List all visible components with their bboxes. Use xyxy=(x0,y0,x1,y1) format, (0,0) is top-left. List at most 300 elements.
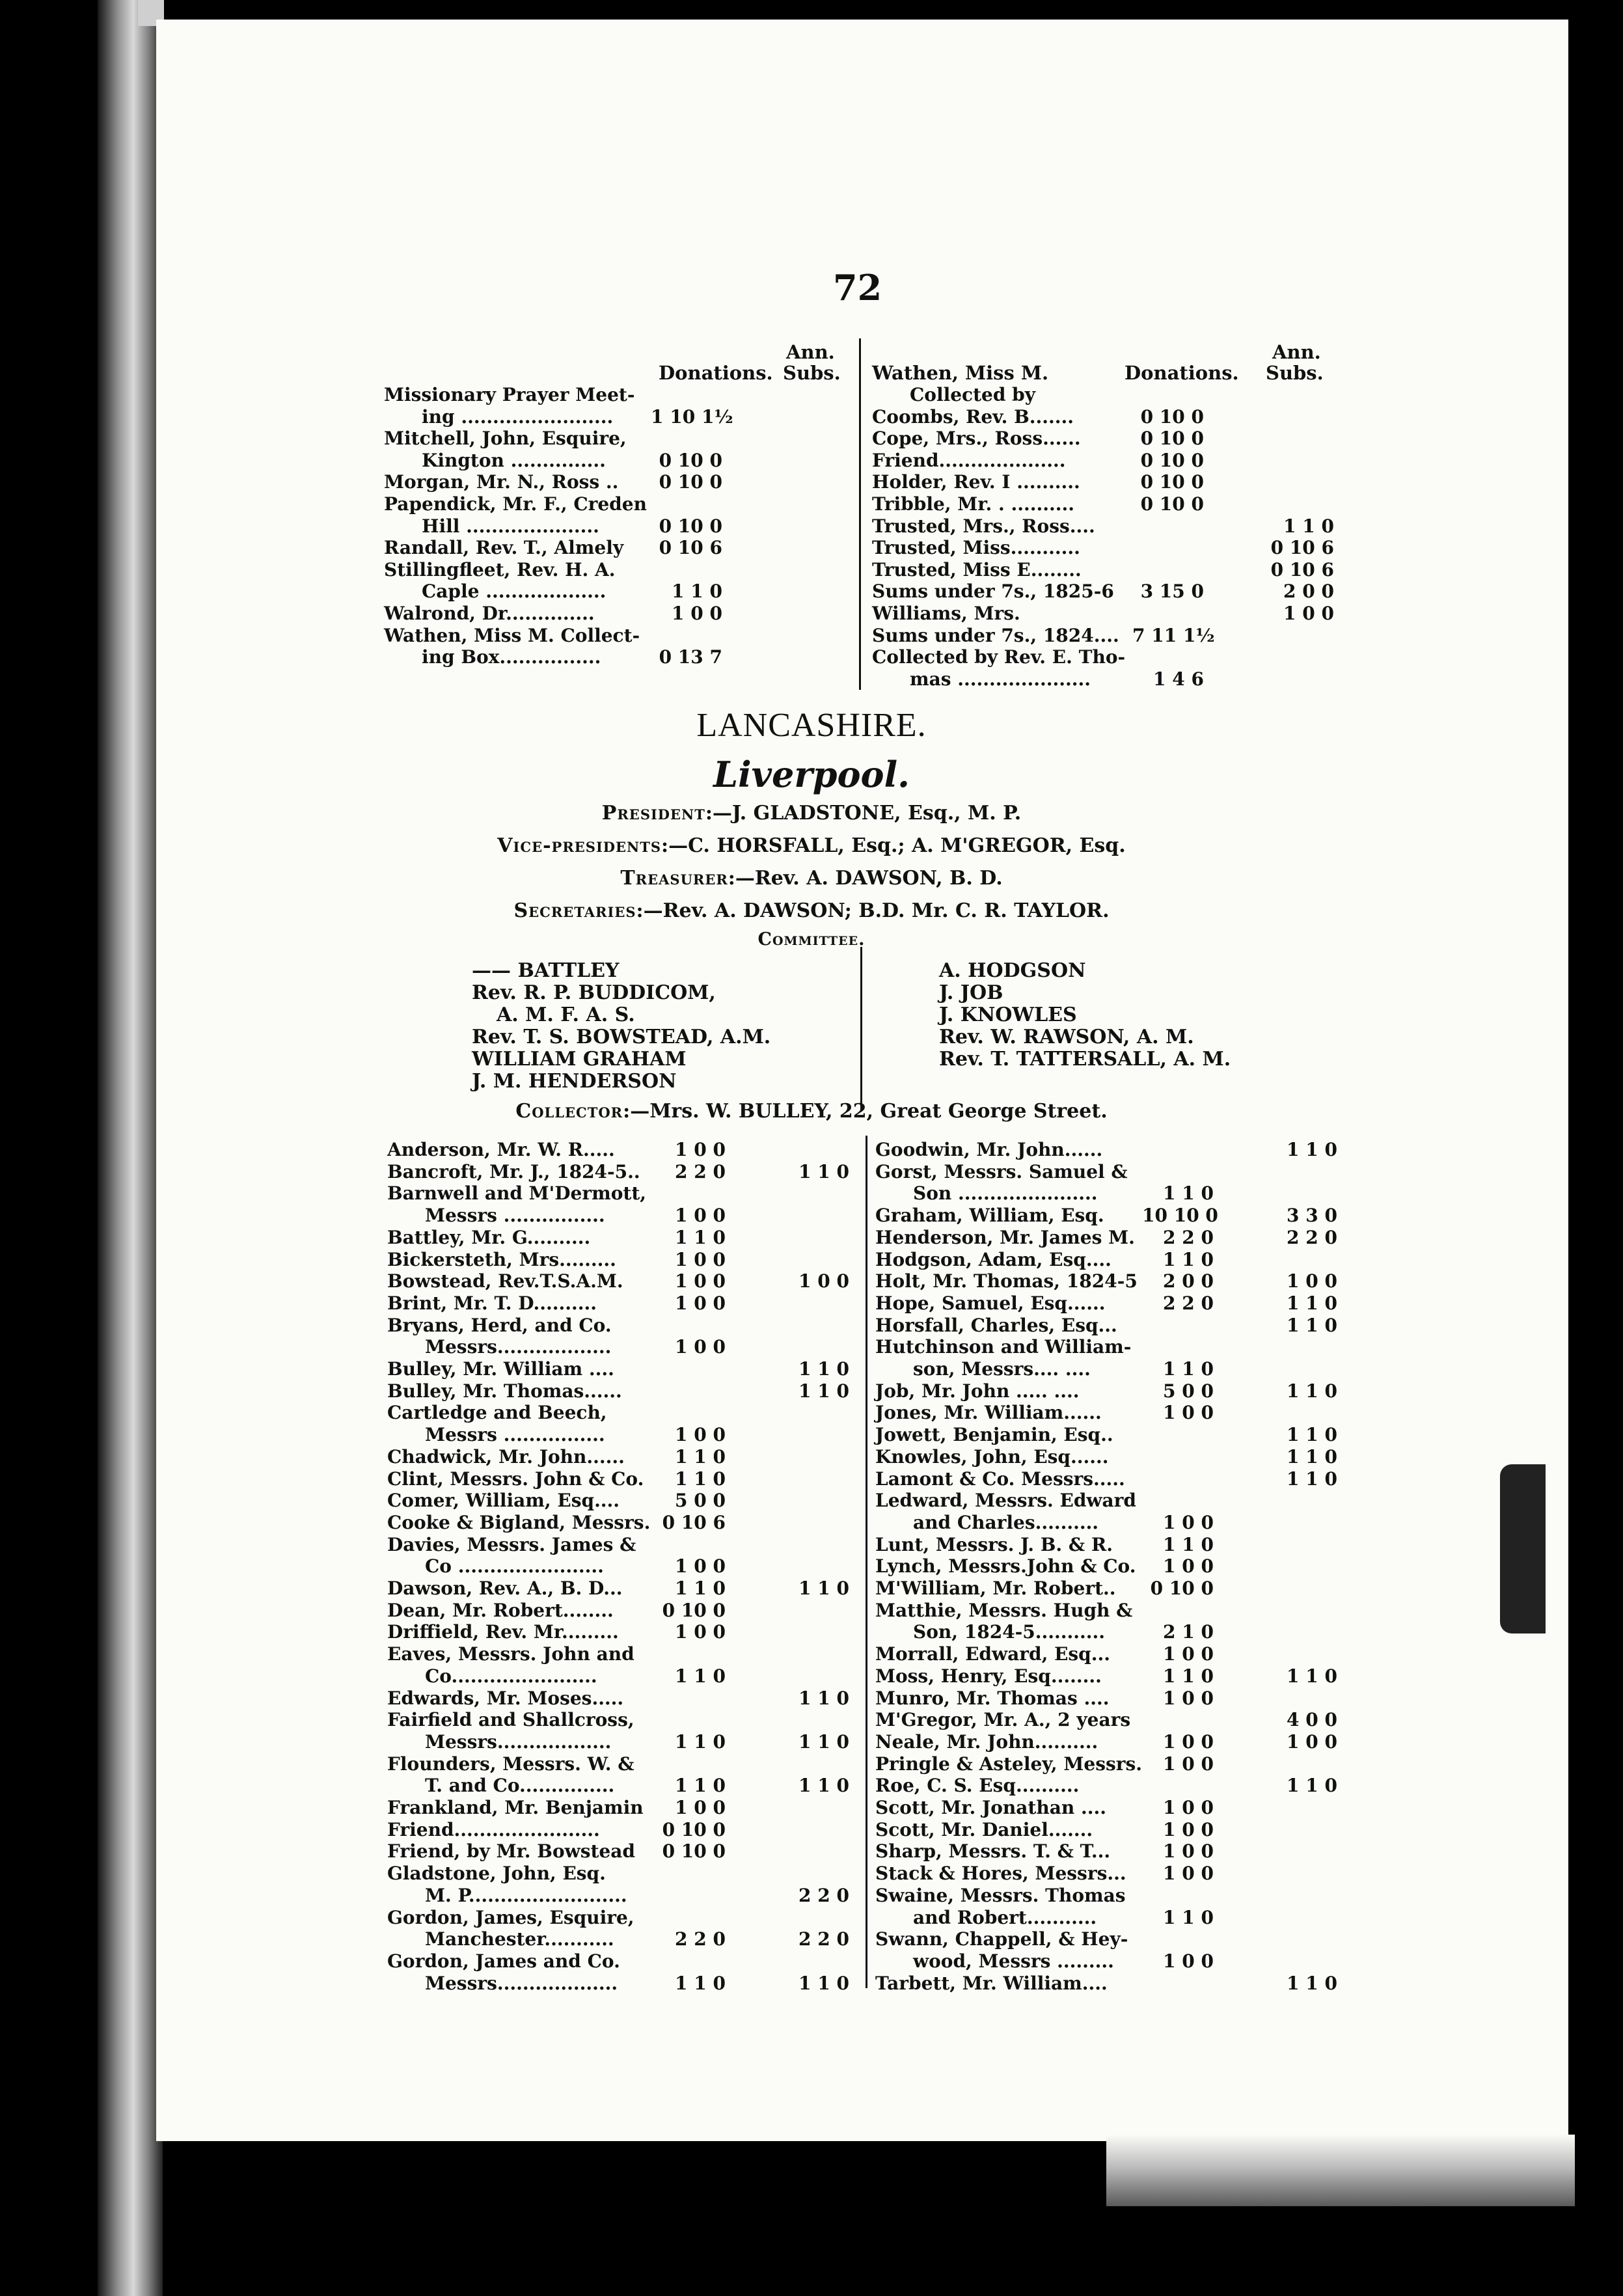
donation-amount: 1 0 0 xyxy=(675,1621,726,1643)
entry-name: Pringle & Asteley, Messrs. xyxy=(875,1753,1142,1775)
list-item xyxy=(875,1270,1360,1292)
entry-name: Cooke & Bigland, Messrs. xyxy=(387,1511,651,1533)
donation-amount: 1 1 0 xyxy=(1163,1665,1214,1687)
entry-name: Williams, Mrs. xyxy=(872,603,1020,624)
list-item xyxy=(387,1863,859,1885)
officer-name: :—C. HORSFALL, Esq.; A. M'GREGOR, Esq. xyxy=(661,834,1126,857)
officer-line xyxy=(0,899,1623,922)
list-item xyxy=(872,384,1354,406)
entry-name: Lynch, Messrs.John & Co. xyxy=(875,1555,1136,1578)
entry-name: Morgan, Mr. N., Ross .. xyxy=(384,471,619,493)
list-item xyxy=(387,1139,859,1161)
subscription-amount: 4 0 0 xyxy=(1287,1709,1337,1731)
list-item xyxy=(875,1863,1360,1885)
entry-name: Stack & Hores, Messrs... xyxy=(875,1863,1126,1885)
entry-name: Job, Mr. John ..... .... xyxy=(875,1380,1080,1402)
entry-name: wood, Messrs ......... xyxy=(913,1950,1114,1972)
list-item xyxy=(875,1446,1360,1468)
donation-amount: 0 10 0 xyxy=(1150,1578,1214,1599)
donation-amount: 2 2 0 xyxy=(1163,1226,1214,1248)
list-item xyxy=(387,1270,859,1292)
entry-name: Caple ................... xyxy=(422,581,607,603)
entry-name: Gorst, Messrs. Samuel & xyxy=(875,1160,1128,1182)
list-item xyxy=(875,1534,1360,1556)
entry-name: M'Gregor, Mr. A., 2 years xyxy=(875,1709,1131,1731)
entry-name: Horsfall, Charles, Esq... xyxy=(875,1314,1117,1336)
subs-header-l1-right: Ann. xyxy=(1272,341,1321,363)
list-item xyxy=(387,1665,859,1688)
donation-amount: 1 0 0 xyxy=(675,1292,726,1314)
list-item xyxy=(387,1600,859,1622)
donation-amount: 1 1 0 xyxy=(1163,1182,1214,1205)
subscription-amount: 2 0 0 xyxy=(1283,581,1334,603)
entry-name: Anderson, Mr. W. R..... xyxy=(387,1139,615,1160)
donation-amount: 1 1 0 xyxy=(675,1468,726,1490)
list-item xyxy=(387,1775,859,1797)
subs-header-l2-right: Subs. xyxy=(1266,362,1324,384)
entry-name: Hill ..................... xyxy=(422,515,599,537)
subscription-amount: 3 3 0 xyxy=(1287,1205,1337,1227)
list-item xyxy=(387,1534,859,1556)
list-item xyxy=(384,646,852,668)
subscription-amount: 1 1 0 xyxy=(1287,1424,1337,1446)
entry-name: Stillingfleet, Rev. H. A. xyxy=(384,558,616,581)
list-item xyxy=(875,1315,1360,1337)
list-item xyxy=(875,1885,1360,1907)
list-item xyxy=(387,1468,859,1490)
entry-name: Ledward, Messrs. Edward xyxy=(875,1490,1136,1512)
entry-name: Battley, Mr. G.......... xyxy=(387,1226,591,1248)
subscription-amount: 1 1 0 xyxy=(798,1775,849,1797)
list-item xyxy=(875,1775,1360,1797)
subscription-amount: 1 1 0 xyxy=(1283,515,1334,537)
subscription-amount: 1 1 0 xyxy=(1287,1468,1337,1490)
list-item xyxy=(872,625,1354,647)
list-column-divider xyxy=(866,1136,867,1988)
committee-member: J. KNOWLES xyxy=(939,1004,1077,1026)
donation-amount: 1 1 0 xyxy=(675,1445,726,1468)
entry-name: Collected by Rev. E. Tho- xyxy=(872,646,1126,668)
list-item xyxy=(384,384,852,406)
list-item xyxy=(875,1139,1360,1161)
entry-name: Dawson, Rev. A., B. D... xyxy=(387,1578,623,1599)
subscription-amount: 1 0 0 xyxy=(1287,1270,1337,1292)
list-item xyxy=(872,406,1354,428)
list-item xyxy=(875,1973,1360,1995)
list-item xyxy=(387,1578,859,1600)
committee-member: A. M. F. A. S. xyxy=(497,1004,635,1026)
list-item xyxy=(875,1819,1360,1841)
list-item xyxy=(387,1840,859,1863)
donation-amount: 10 10 0 xyxy=(1142,1205,1218,1227)
donation-amount: 0 10 0 xyxy=(662,1818,726,1840)
entry-name: Brint, Mr. T. D.......... xyxy=(387,1292,597,1314)
entry-name: Friend.................... xyxy=(872,449,1066,471)
committee-member: Rev. T. S. BOWSTEAD, A.M. xyxy=(472,1026,771,1048)
entry-name: Collected by xyxy=(910,384,1036,405)
list-item xyxy=(384,581,852,603)
donation-amount: 2 2 0 xyxy=(1163,1292,1214,1314)
list-item xyxy=(384,559,852,581)
donation-amount: 1 0 0 xyxy=(1163,1818,1214,1840)
list-item xyxy=(387,1315,859,1337)
donation-amount: 0 10 6 xyxy=(662,1511,726,1533)
donation-amount: 5 0 0 xyxy=(675,1490,726,1512)
entry-name: Bulley, Mr. Thomas...... xyxy=(387,1380,622,1402)
entry-name: Holt, Mr. Thomas, 1824-5 xyxy=(875,1270,1138,1292)
donation-amount: 1 0 0 xyxy=(1163,1950,1214,1972)
page-bottom-edge xyxy=(1106,2135,1575,2206)
entry-name: Gordon, James and Co. xyxy=(387,1950,620,1972)
list-item xyxy=(872,668,1354,690)
list-item xyxy=(872,537,1354,559)
entry-name: and Charles.......... xyxy=(913,1511,1099,1533)
entry-name: Edwards, Mr. Moses..... xyxy=(387,1687,624,1709)
entry-name: Cope, Mrs., Ross...... xyxy=(872,428,1081,450)
entry-name: Swann, Chappell, & Hey- xyxy=(875,1928,1128,1950)
donation-amount: 1 1 0 xyxy=(675,1730,726,1753)
entry-name: T. and Co............... xyxy=(425,1775,615,1797)
page-number: 72 xyxy=(833,267,882,308)
list-item xyxy=(387,1358,859,1380)
entry-name: Sums under 7s., 1824.... xyxy=(872,624,1119,646)
committee-divider xyxy=(860,947,862,1110)
entry-name: Wathen, Miss M. Collect- xyxy=(384,624,640,646)
list-item xyxy=(872,428,1354,450)
list-item xyxy=(387,1643,859,1665)
donation-amount: 0 10 0 xyxy=(659,515,722,537)
entry-name: Roe, C. S. Esq.......... xyxy=(875,1775,1080,1797)
list-item xyxy=(387,1973,859,1995)
top-column-divider xyxy=(859,338,861,690)
committee-member: J. M. HENDERSON xyxy=(472,1070,677,1093)
entry-name: Henderson, Mr. James M. xyxy=(875,1226,1135,1248)
entry-name: Hutchinson and William- xyxy=(875,1336,1132,1358)
donation-amount: 1 0 0 xyxy=(675,1336,726,1358)
donation-amount: 0 10 0 xyxy=(1140,449,1204,471)
donation-amount: 2 2 0 xyxy=(675,1160,726,1182)
entry-name: Gladstone, John, Esq. xyxy=(387,1863,606,1885)
committee-member: Rev. W. RAWSON, A. M. xyxy=(939,1026,1194,1048)
subscription-amount: 1 1 0 xyxy=(798,1687,849,1709)
donation-amount: 1 0 0 xyxy=(1163,1402,1214,1424)
donation-amount: 1 0 0 xyxy=(675,1797,726,1818)
list-item xyxy=(872,515,1354,538)
officer-line xyxy=(0,867,1623,890)
entry-name: Scott, Mr. Jonathan .... xyxy=(875,1797,1106,1818)
list-item xyxy=(387,1928,859,1950)
entry-name: Eaves, Messrs. John and xyxy=(387,1643,634,1665)
donation-amount: 0 10 0 xyxy=(662,1840,726,1863)
list-item xyxy=(875,1753,1360,1775)
committee-member: A. HODGSON xyxy=(939,959,1086,982)
entry-name: Messrs................... xyxy=(425,1972,618,1994)
list-item xyxy=(387,1336,859,1358)
subscription-amount: 1 1 0 xyxy=(1287,1314,1337,1336)
entry-name: Tarbett, Mr. William.... xyxy=(875,1972,1108,1994)
donation-amount: 1 0 0 xyxy=(1163,1797,1214,1818)
list-item xyxy=(387,1555,859,1578)
subscription-amount: 1 1 0 xyxy=(798,1972,849,1994)
list-item xyxy=(387,1205,859,1227)
donation-amount: 0 10 0 xyxy=(662,1599,726,1621)
list-item xyxy=(875,1950,1360,1973)
subscription-amount: 0 10 6 xyxy=(1270,558,1334,581)
officer-name: :—J. GLADSTONE, Esq., M. P. xyxy=(705,802,1022,825)
donation-amount: 1 0 0 xyxy=(1163,1840,1214,1863)
list-item xyxy=(872,471,1354,493)
entry-name: Gordon, James, Esquire, xyxy=(387,1906,634,1928)
list-item xyxy=(875,1512,1360,1534)
list-item xyxy=(387,1182,859,1205)
subscription-amount: 1 1 0 xyxy=(1287,1292,1337,1314)
collector-label: Collector xyxy=(515,1100,623,1123)
entry-name: Comer, William, Esq.... xyxy=(387,1490,620,1512)
entry-name: Kington ............... xyxy=(422,449,606,471)
list-item xyxy=(872,646,1354,668)
entry-name: Holder, Rev. I .......... xyxy=(872,471,1080,493)
list-item xyxy=(384,428,852,450)
list-item xyxy=(387,1797,859,1819)
subs-header-l2-left: Subs. xyxy=(783,362,841,384)
entry-name: Trusted, Mrs., Ross.... xyxy=(872,515,1095,537)
entry-name: Lunt, Messrs. J. B. & R. xyxy=(875,1533,1113,1555)
subscription-amount: 1 0 0 xyxy=(1287,1730,1337,1753)
subscription-amount: 1 1 0 xyxy=(798,1730,849,1753)
list-item xyxy=(875,1182,1360,1205)
list-item xyxy=(384,471,852,493)
entry-name: Goodwin, Mr. John...... xyxy=(875,1139,1103,1160)
subscription-amount: 1 1 0 xyxy=(1287,1665,1337,1687)
committee-member: Rev. R. P. BUDDICOM, xyxy=(472,981,716,1004)
donation-amount: 2 0 0 xyxy=(1163,1270,1214,1292)
list-item xyxy=(387,1512,859,1534)
list-item xyxy=(387,1292,859,1315)
entry-name: Knowles, John, Esq...... xyxy=(875,1445,1109,1468)
donation-amount: 1 0 0 xyxy=(675,1248,726,1270)
subscription-amount: 0 10 6 xyxy=(1270,537,1334,559)
list-item xyxy=(387,1380,859,1402)
list-item xyxy=(875,1643,1360,1665)
officer-role: Vice-presidents xyxy=(497,834,661,857)
subscription-amount: 1 1 0 xyxy=(798,1380,849,1402)
entry-name: Trusted, Miss........... xyxy=(872,537,1080,559)
officer-name: :—Rev. A. DAWSON; B.D. Mr. C. R. TAYLOR. xyxy=(636,899,1110,922)
entry-name: Sharp, Messrs. T. & T... xyxy=(875,1840,1111,1863)
entry-name: M'William, Mr. Robert.. xyxy=(875,1578,1116,1599)
collector-value: :—Mrs. W. BULLEY, 22, Great George Street. xyxy=(623,1100,1108,1123)
donation-amount: 0 10 0 xyxy=(1140,428,1204,450)
entry-name: Clint, Messrs. John & Co. xyxy=(387,1468,644,1490)
entry-name: Graham, William, Esq. xyxy=(875,1205,1104,1227)
entry-name: Scott, Mr. Daniel....... xyxy=(875,1818,1093,1840)
committee-member: WILLIAM GRAHAM xyxy=(472,1048,687,1071)
list-item xyxy=(384,406,852,428)
list-item xyxy=(875,1336,1360,1358)
list-item xyxy=(875,1578,1360,1600)
donation-amount: 0 10 0 xyxy=(1140,471,1204,493)
entry-name: Hope, Samuel, Esq...... xyxy=(875,1292,1106,1314)
subscription-amount: 2 2 0 xyxy=(1287,1226,1337,1248)
entry-name: Friend, by Mr. Bowstead xyxy=(387,1840,635,1863)
list-item xyxy=(875,1907,1360,1929)
entry-name: Munro, Mr. Thomas .... xyxy=(875,1687,1110,1709)
entry-name: M. P......................... xyxy=(425,1884,627,1906)
subscription-amount: 1 0 0 xyxy=(1283,603,1334,624)
entry-name: Moss, Henry, Esq........ xyxy=(875,1665,1102,1687)
list-item xyxy=(875,1205,1360,1227)
list-item xyxy=(875,1797,1360,1819)
entry-name: Chadwick, Mr. John...... xyxy=(387,1445,625,1468)
list-item xyxy=(875,1249,1360,1271)
list-item xyxy=(387,1907,859,1929)
list-item xyxy=(387,1819,859,1841)
list-item xyxy=(875,1227,1360,1249)
donation-amount: 0 10 6 xyxy=(659,537,722,559)
subscription-amount: 2 2 0 xyxy=(798,1928,849,1950)
list-item xyxy=(875,1621,1360,1643)
list-item xyxy=(384,603,852,625)
list-item xyxy=(387,1885,859,1907)
donation-amount: 0 10 0 xyxy=(659,449,722,471)
donation-amount: 1 4 6 xyxy=(1153,668,1204,690)
subscription-amount: 1 1 0 xyxy=(798,1358,849,1380)
entry-name: Jowett, Benjamin, Esq.. xyxy=(875,1424,1113,1446)
subscription-amount: 1 1 0 xyxy=(798,1160,849,1182)
donation-amount: 1 0 0 xyxy=(1163,1555,1214,1578)
list-item xyxy=(875,1424,1360,1446)
donation-amount: 1 1 0 xyxy=(672,581,722,603)
entry-name: Lamont & Co. Messrs..... xyxy=(875,1468,1125,1490)
entry-name: ing Box................ xyxy=(422,646,601,668)
entry-name: Swaine, Messrs. Thomas xyxy=(875,1884,1126,1906)
entry-name: Co....................... xyxy=(425,1665,597,1687)
list-item xyxy=(384,493,852,515)
donation-amount: 1 10 1½ xyxy=(651,405,733,428)
officer-role: Treasurer xyxy=(620,867,728,890)
list-item xyxy=(872,450,1354,472)
donation-amount: 7 11 1½ xyxy=(1132,624,1215,646)
entry-name: Cartledge and Beech, xyxy=(387,1402,607,1424)
entry-name: mas ..................... xyxy=(910,668,1091,690)
donation-amount: 1 0 0 xyxy=(675,1270,726,1292)
donation-amount: 1 0 0 xyxy=(672,603,722,624)
committee-label: Committee. xyxy=(757,929,866,950)
entry-name: and Robert........... xyxy=(913,1906,1097,1928)
subscription-amount: 1 1 0 xyxy=(1287,1775,1337,1797)
list-item xyxy=(384,537,852,559)
list-item xyxy=(387,1249,859,1271)
committee-member: Rev. T. TATTERSALL, A. M. xyxy=(939,1048,1231,1071)
right-column-first-name: Wathen, Miss M. xyxy=(872,362,1049,384)
list-item xyxy=(387,1161,859,1183)
entry-name: Messrs ................ xyxy=(425,1205,605,1227)
list-item xyxy=(384,625,852,647)
entry-name: Son, 1824-5........... xyxy=(913,1621,1106,1643)
donation-amount: 1 1 0 xyxy=(1163,1248,1214,1270)
entry-name: Barnwell and M'Dermott, xyxy=(387,1182,647,1205)
list-item xyxy=(875,1555,1360,1578)
subs-header-l1-left: Ann. xyxy=(786,341,835,363)
county-heading: LANCASHIRE. xyxy=(696,707,927,744)
list-item xyxy=(387,1621,859,1643)
donation-amount: 1 0 0 xyxy=(1163,1863,1214,1885)
donation-amount: 1 0 0 xyxy=(1163,1687,1214,1709)
entry-name: Flounders, Messrs. W. & xyxy=(387,1753,634,1775)
entry-name: Tribble, Mr. . .......... xyxy=(872,493,1074,515)
committee-member: —— BATTLEY xyxy=(472,959,620,982)
entry-name: Manchester........... xyxy=(425,1928,614,1950)
list-item xyxy=(875,1731,1360,1753)
entry-name: Bickersteth, Mrs......... xyxy=(387,1248,616,1270)
entry-name: Dean, Mr. Robert........ xyxy=(387,1599,614,1621)
list-item xyxy=(875,1468,1360,1490)
list-item xyxy=(872,603,1354,625)
entry-name: Trusted, Miss E........ xyxy=(872,558,1082,581)
officer-line xyxy=(0,834,1623,857)
entry-name: Neale, Mr. John.......... xyxy=(875,1730,1098,1753)
list-item xyxy=(872,581,1354,603)
donations-header-right: Donations. xyxy=(1125,362,1239,384)
donation-amount: 1 1 0 xyxy=(675,1972,726,1994)
entry-name: son, Messrs.... .... xyxy=(913,1358,1091,1380)
donation-amount: 1 0 0 xyxy=(675,1205,726,1227)
page-shadow xyxy=(1500,1464,1546,1633)
donation-amount: 1 0 0 xyxy=(675,1424,726,1446)
list-item xyxy=(384,515,852,538)
list-item xyxy=(387,1227,859,1249)
donation-amount: 1 1 0 xyxy=(1163,1533,1214,1555)
entry-name: Walrond, Dr.............. xyxy=(384,603,595,624)
entry-name: Driffield, Rev. Mr......... xyxy=(387,1621,619,1643)
entry-name: Mitchell, John, Esquire, xyxy=(384,428,627,450)
officer-role: Secretaries xyxy=(513,899,636,922)
entry-name: Frankland, Mr. Benjamin xyxy=(387,1797,644,1818)
donation-amount: 0 10 0 xyxy=(1140,493,1204,515)
donation-amount: 1 0 0 xyxy=(1163,1753,1214,1775)
list-item xyxy=(875,1402,1360,1424)
list-item xyxy=(875,1380,1360,1402)
entry-name: Bulley, Mr. William .... xyxy=(387,1358,614,1380)
donation-amount: 1 0 0 xyxy=(675,1555,726,1578)
donation-amount: 0 13 7 xyxy=(659,646,722,668)
entry-name: Randall, Rev. T., Almely xyxy=(384,537,624,559)
donation-amount: 0 10 0 xyxy=(659,471,722,493)
donation-amount: 1 1 0 xyxy=(1163,1358,1214,1380)
entry-name: Fairfield and Shallcross, xyxy=(387,1709,634,1731)
donation-amount: 1 0 0 xyxy=(1163,1730,1214,1753)
entry-name: Son ...................... xyxy=(913,1182,1098,1205)
entry-name: Papendick, Mr. F., Creden xyxy=(384,493,647,515)
entry-name: Sums under 7s., 1825-6 xyxy=(872,581,1114,603)
donation-amount: 5 0 0 xyxy=(1163,1380,1214,1402)
officer-name: :—Rev. A. DAWSON, B. D. xyxy=(728,867,1003,890)
donation-amount: 1 1 0 xyxy=(675,1226,726,1248)
donation-amount: 1 1 0 xyxy=(675,1775,726,1797)
entry-name: Coombs, Rev. B....... xyxy=(872,405,1074,428)
list-item xyxy=(872,559,1354,581)
collector-line xyxy=(0,1100,1623,1123)
list-item xyxy=(387,1753,859,1775)
entry-name: Hodgson, Adam, Esq.... xyxy=(875,1248,1112,1270)
committee-member: J. JOB xyxy=(939,981,1003,1004)
entry-name: Matthie, Messrs. Hugh & xyxy=(875,1599,1133,1621)
donation-amount: 2 1 0 xyxy=(1163,1621,1214,1643)
entry-name: Messrs.................. xyxy=(425,1730,612,1753)
subscription-amount: 1 0 0 xyxy=(798,1270,849,1292)
list-item xyxy=(875,1161,1360,1183)
entry-name: Bowstead, Rev.T.S.A.M. xyxy=(387,1270,623,1292)
